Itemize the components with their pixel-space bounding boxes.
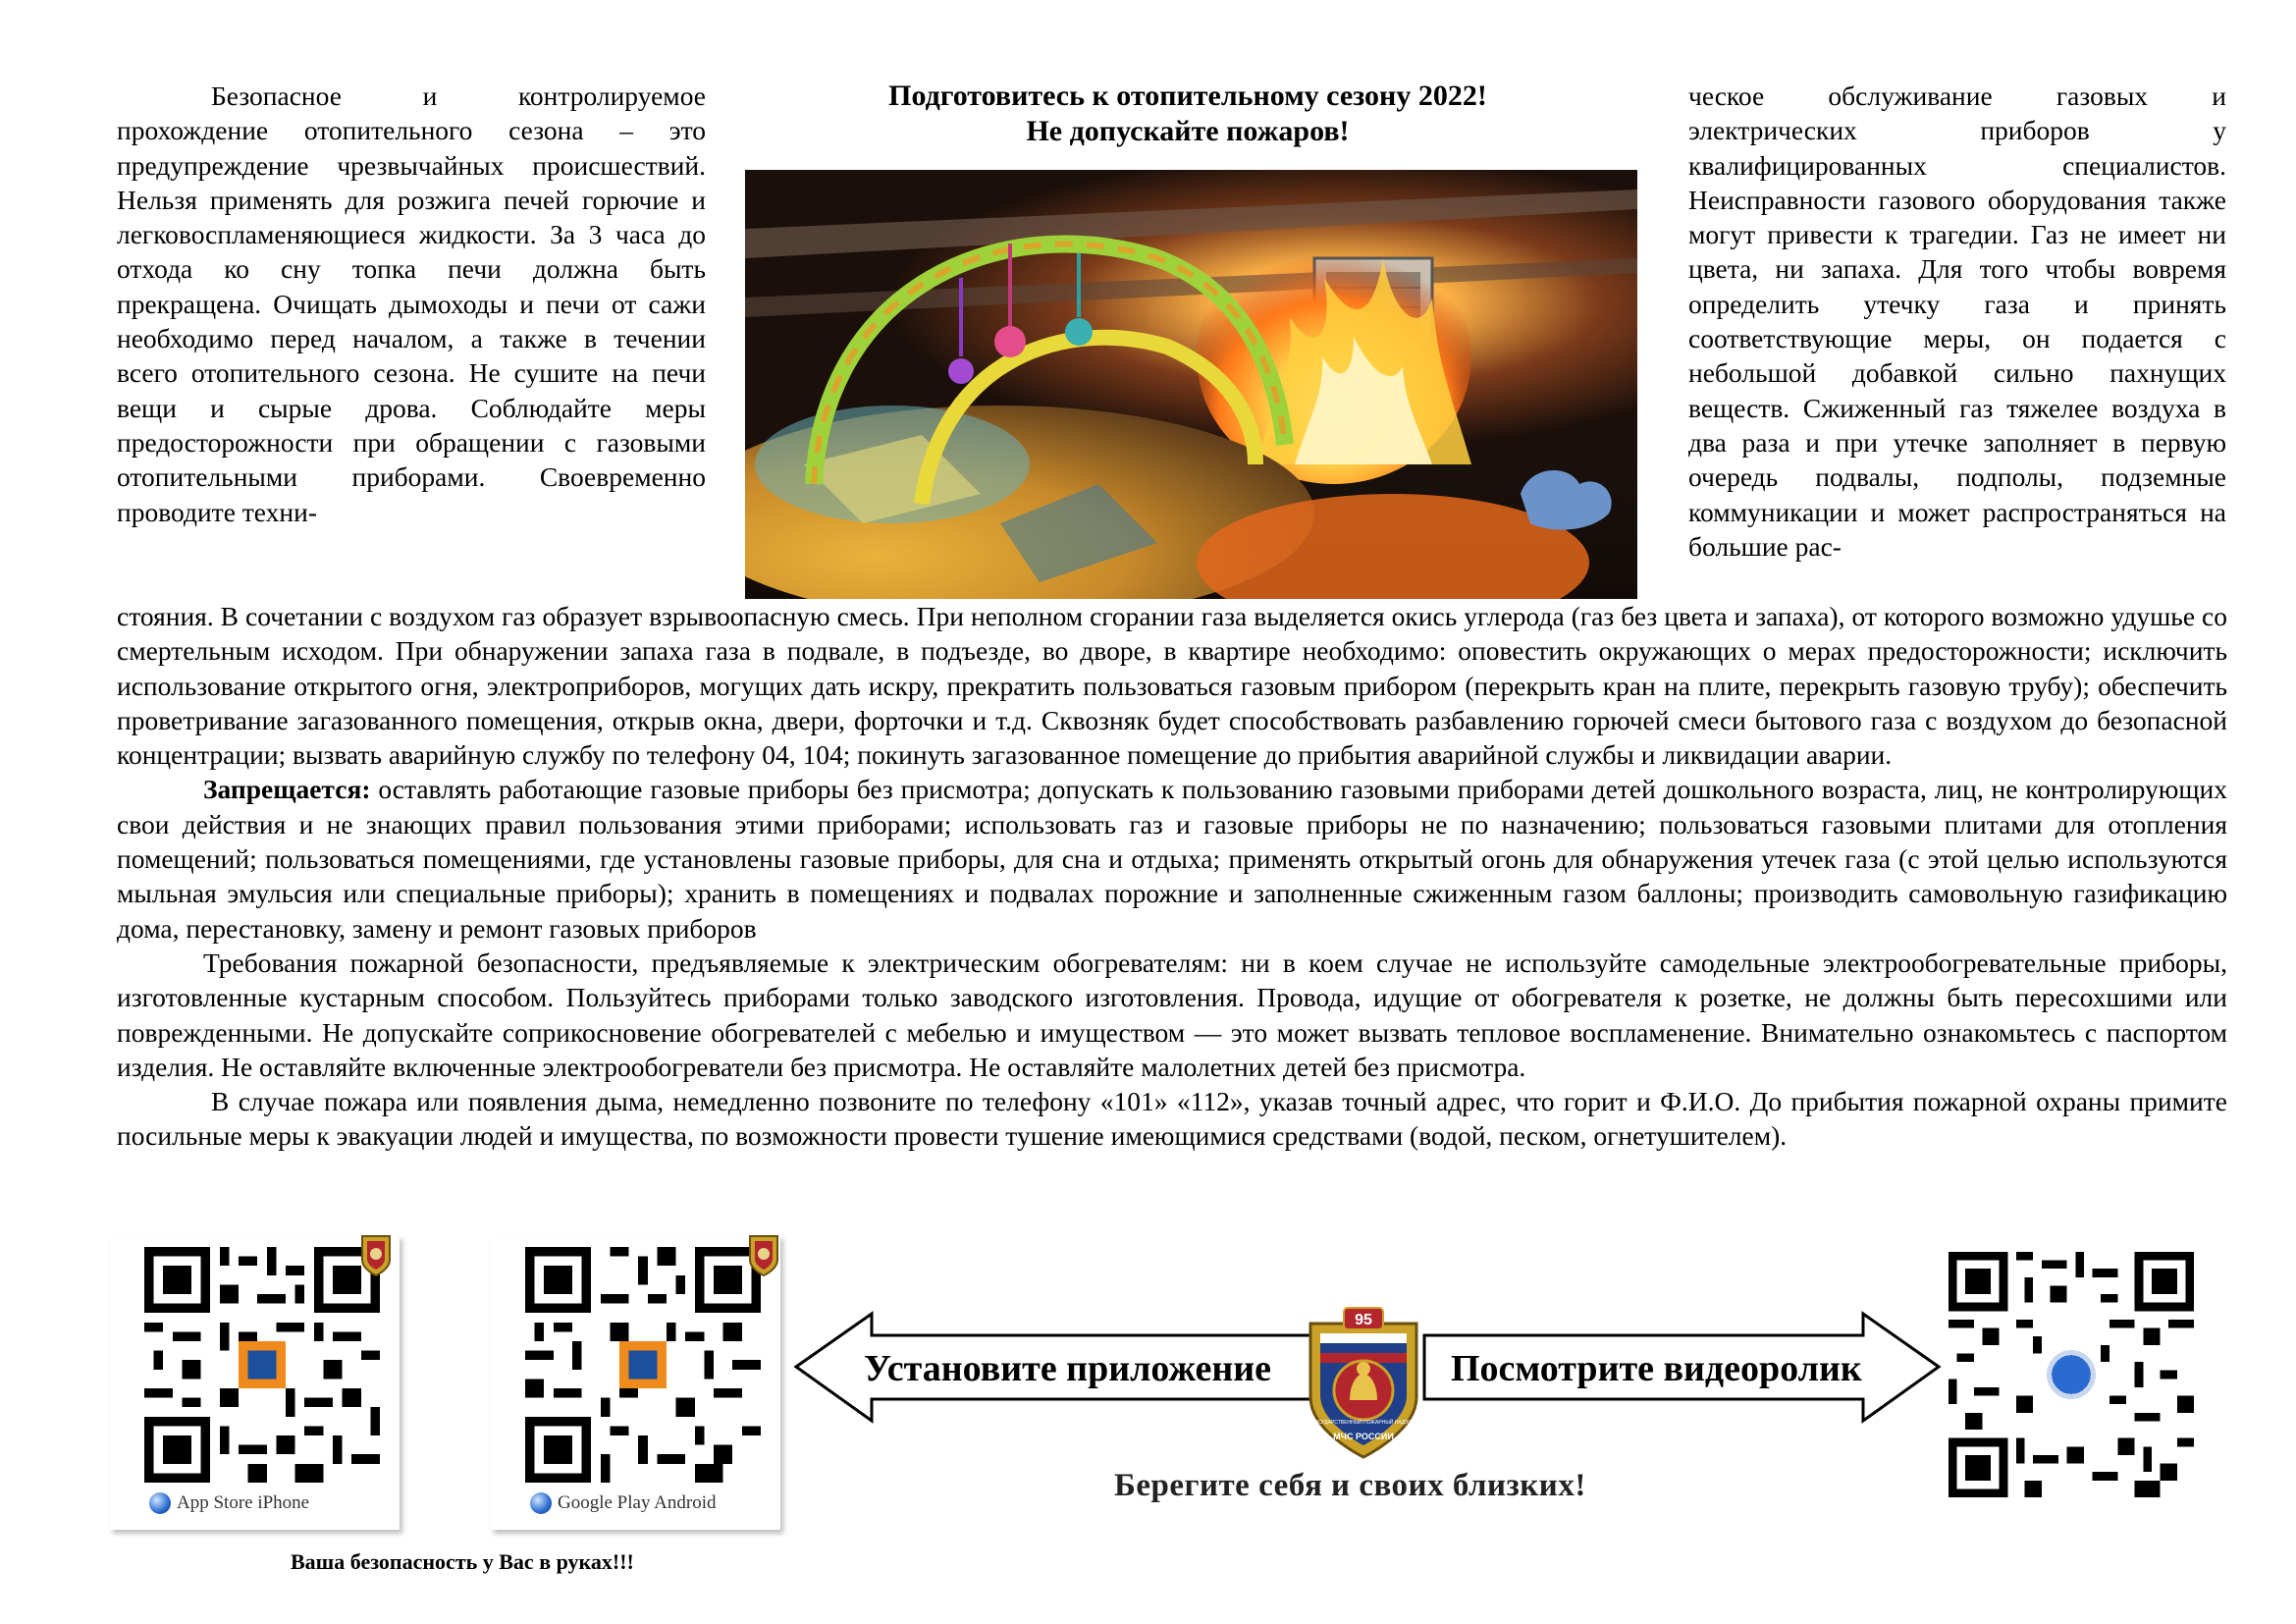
- qr-code-google-play[interactable]: [525, 1247, 761, 1483]
- badge-number: 95: [1355, 1312, 1372, 1328]
- body-paragraph-3: Требования пожарной безопасности, предъявляемые к электрическим обогревателям: ни в коем случае не используйте самодельные электрообогревательные приборы, изготовленные кустарным способом. Пользуйтесь приборами только заводского изготовления. Провода, идущие от обогревателя к розетке, не должны быть пересохшими или поврежденными. Не допускайте соприкосновение обогревателей с мебелью и имуществом — это может вызвать тепловое воспламенение. Внимательно ознакомьтесь с паспортом изделия. Не оставляйте включенные электрообогреватели без присмотра. Не оставляйте малолетних детей без присмотра.: [117, 947, 2227, 1082]
- badge-ring-text: ГОСУДАРСТВЕННЫЙ ПОЖАРНЫЙ НАДЗОР: [1311, 1420, 1415, 1426]
- slogan-small: Ваша безопасность у Вас в руках!!!: [291, 1549, 634, 1574]
- app-logo-icon: [530, 1492, 552, 1514]
- install-app-text: Установите приложение: [864, 1348, 1272, 1389]
- fire-photo-illustration: [745, 170, 1637, 599]
- body-paragraph-4: В случае пожара или появления дыма, немедленно позвоните по телефону «101» «112», указав точный адрес, что горит и Ф.И.О. До прибытия пожарной охраны примите посильные меры к эвакуации людей и имущества, по возможности провести тушение имеющимися средствами (водой, песком, огнетушителем).: [117, 1086, 2227, 1152]
- badge-bottom-text: МЧС РОССИИ: [1333, 1432, 1394, 1441]
- prohibited-label: Запрещается:: [203, 774, 371, 805]
- app-logo-icon: [149, 1492, 171, 1514]
- qr-label-app-store-text: App Store iPhone: [177, 1492, 310, 1513]
- headline-line-2: Не допускайте пожаров!: [1026, 115, 1350, 147]
- emblem-small-icon: [746, 1232, 781, 1277]
- emblem-small-icon: [358, 1232, 394, 1277]
- right-column-text: ческое обслуживание газовых и электрических приборов у квалифицированных специалистов. Неисправности газового оборудования также могут привести к трагедии. Газ не имеет ни цвета, ни запаха. Для того чтобы вовремя определить утечку газа и принять соответствующие меры, он подается с небольшой добавкой сильно пахнущих веществ. Сжиженный газ тяжелее воздуха в два раза и при утечке заполняет в первую очередь подвалы, подполы, подземные коммуникации и может распространяться на большие рас-: [1688, 81, 2226, 562]
- qr-card-app-store[interactable]: [110, 1235, 400, 1530]
- qr-code-video[interactable]: [1949, 1252, 2194, 1497]
- watch-video-text: Посмотрите видеоролик: [1451, 1348, 1862, 1389]
- fire-photo: [745, 170, 1637, 599]
- body-text: [117, 599, 2227, 1154]
- body-paragraph-1: стояния. В сочетании с воздухом газ образует взрывоопасную смесь. При неполном сгорании газа выделяется окись углерода (газ без цвета и запаха), от которого возможно удушье со смертельным исходом. При обнаружении запаха газа в подвале, в подъезде, во дворе, в квартире необходимо: оповестить окружающих о мерах предосторожности; исключить использование открытого огня, электроприборов, могущих дать искру, прекратить пользоваться газовым прибором (перекрыть кран на плите, перекрыть газовую трубу); обеспечить проветривание загазованного помещения, открыв окна, двери, форточки и т.д. Сквозняк будет способствовать разбавлению горючей смеси бытового газа с воздухом до безопасной концентрации; вызвать аварийную службу по телефону 04, 104; покинуть загазованное помещение до прибытия аварийной службы и ликвидации аварии.: [117, 601, 2227, 771]
- qr-label-app-store[interactable]: [149, 1492, 309, 1514]
- right-column: [1688, 79, 2226, 564]
- slogan-big: Берегите себя и своих близких!: [1114, 1468, 1586, 1503]
- qr-label-google-play-text: Google Play Android: [558, 1492, 717, 1513]
- left-column-text: Безопасное и контролируемое прохождение отопительного сезона – это предупреждение чрезвычайных происшествий. Нельзя применять для розжига печей горючие и легковоспламеняющиеся жидкости. За 3 часа до отхода ко сну топка печи должна быть прекращена. Очищать дымоходы и печи от сажи необходимо перед началом, а также в течении всего отопительного сезона. Не сушите на печи вещи и сырые дрова. Соблюдайте меры предосторожности при обращении с газовыми отопительными приборами. Своевременно проводите техни-: [117, 81, 706, 527]
- left-column: [117, 79, 706, 529]
- qr-code-app-store[interactable]: [144, 1247, 380, 1483]
- emblem-badge-icon: [1301, 1304, 1426, 1461]
- headline-line-1: Подготовитесь к отопительному сезону 2022!: [888, 80, 1487, 112]
- prohibited-text: оставлять работающие газовые приборы без присмотра; допускать к пользованию газовыми приборами детей дошкольного возраста, лиц, не контролирующих свои действия и не знающих правил пользования этими приборами; использовать газ и газовые приборы не по назначению; пользоваться газовыми плитами для отопления помещений; пользоваться помещениями, где установлены газовые приборы, для сна и отдыха; применять открытый огонь для обнаружения утечек газа (с этой целью используются мыльная эмульсия или специальные приборы); хранить в помещениях и подвалах порожние и заполненные сжиженным газом баллоны; производить самовольную газификацию дома, перестановку, замену и ремонт газовых приборов: [117, 774, 2227, 944]
- qr-card-google-play[interactable]: [491, 1235, 780, 1530]
- qr-label-google-play[interactable]: [530, 1492, 717, 1514]
- headline: [746, 79, 1629, 149]
- body-paragraph-2: [117, 772, 2227, 945]
